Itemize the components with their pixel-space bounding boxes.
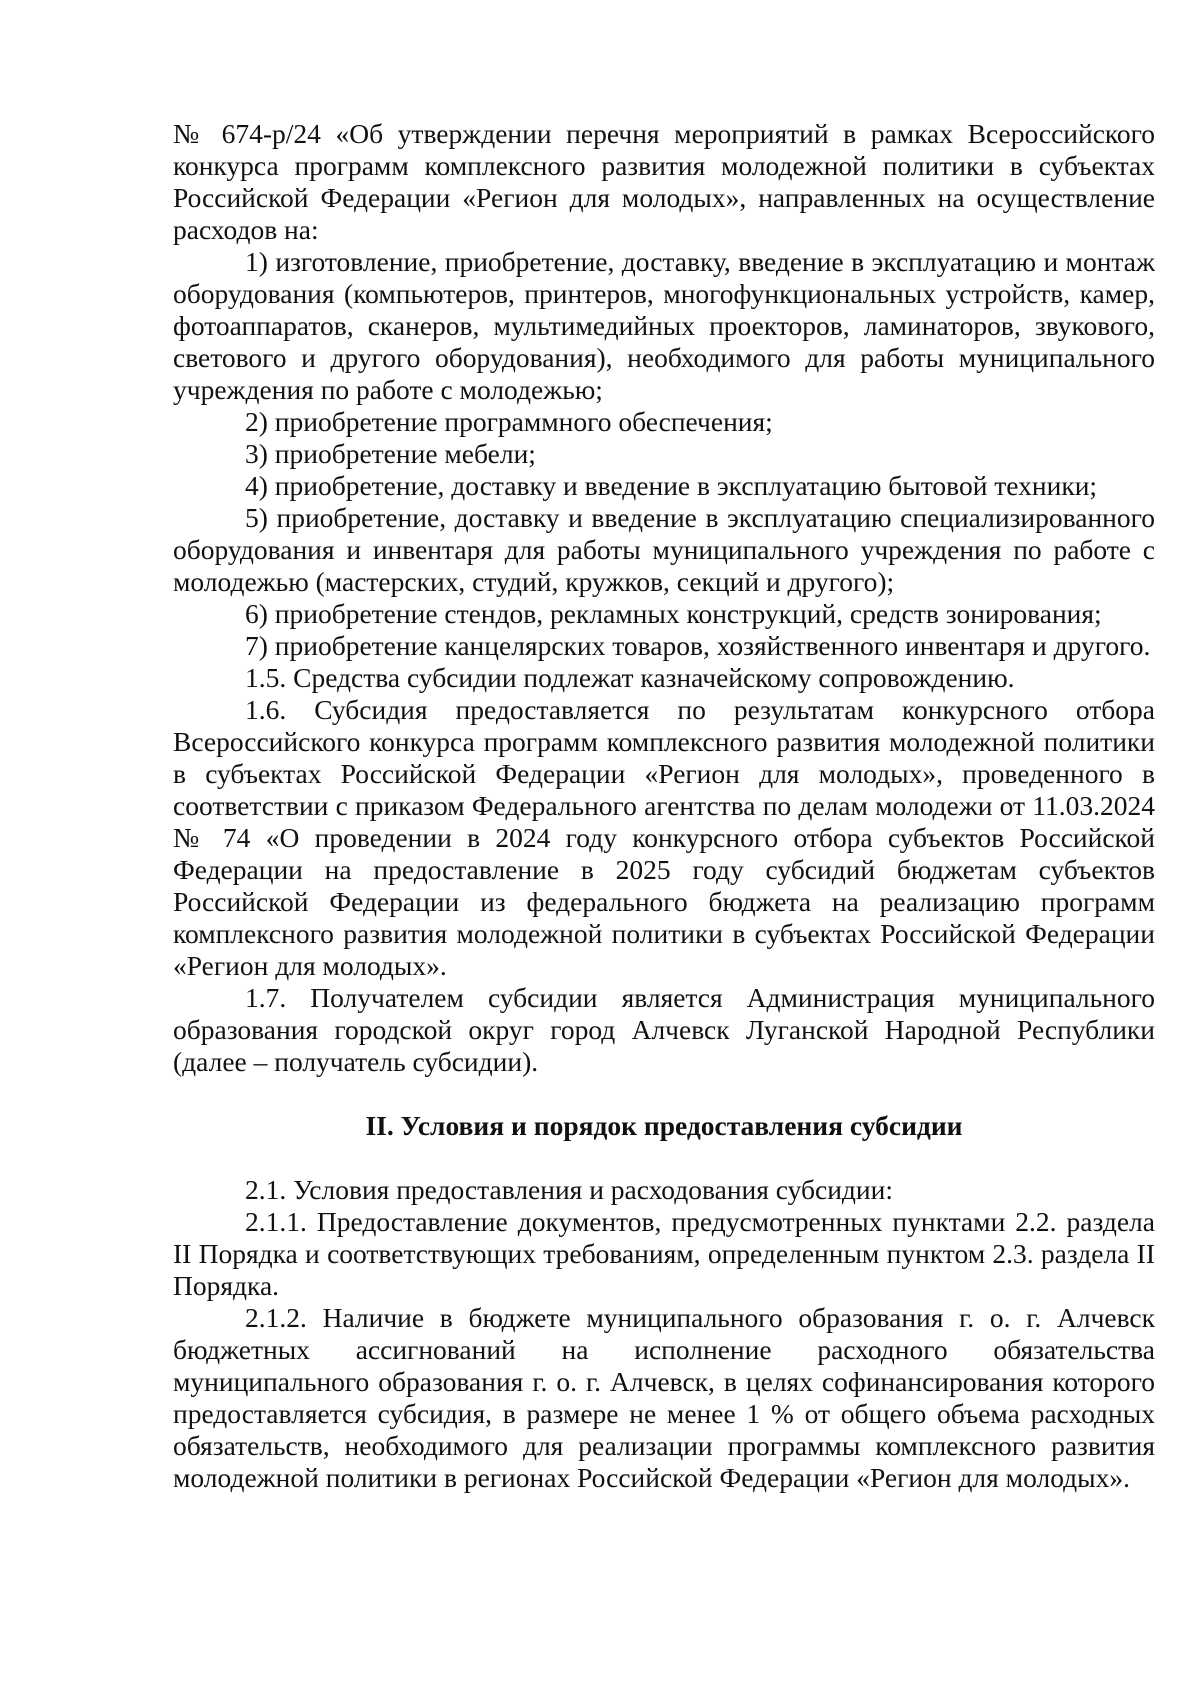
list-item-1: 1) изготовление, приобретение, доставку, введение в эксплуатацию и монтаж оборудования (компьютеров, принтеров, многофункциональных устройств, камер, фотоаппаратов, сканеров, мультимедийных проекторов, ламинаторов, звукового, светового и другого оборудования), необходимого для работы муниципального учреждения по работе с молодежью; — [173, 246, 1155, 405]
list-item-5: 5) приобретение, доставку и введение в эксплуатацию специализированного оборудования и инвентаря для работы муниципального учреждения по работе с молодежью (мастерских, студий, кружков, секций и другого); — [173, 502, 1155, 597]
list-item-6: 6) приобретение стендов, рекламных конструкций, средств зонирования; — [245, 598, 1102, 629]
clause-1-7: 1.7. Получателем субсидии является Администрация муниципального образования городской округ город Алчевск Луганской Народной Республики (далее – получатель субсидии). — [173, 982, 1155, 1077]
paragraph-intro: № 674-р/24 «Об утверждении перечня мероприятий в рамках Всероссийского конкурса программ комплексного развития молодежной политики в субъектах Российской Федерации «Регион для молодых», направленных на осуществление расходов на: — [173, 118, 1155, 245]
list-item-2: 2) приобретение программного обеспечения; — [245, 406, 773, 437]
clause-2-1-1: 2.1.1. Предоставление документов, предусмотренных пунктами 2.2. раздела II Порядка и соответствующих требованиям, определенным пунктом 2.3. раздела II Порядка. — [173, 1206, 1155, 1301]
document-page — [173, 118, 1155, 1494]
clause-2-1-2: 2.1.2. Наличие в бюджете муниципального образования г. о. г. Алчевск бюджетных ассигнований на исполнение расходного обязательства муниципального образования г. о. г. Алчевск, в целях софинансирования которого предоставляется субсидия, в размере не менее 1 % от общего объема расходных обязательств, необходимого для реализации программы комплексного развития молодежной политики в регионах Российской Федерации «Регион для молодых». — [173, 1302, 1155, 1493]
clause-1-6: 1.6. Субсидия предоставляется по результатам конкурсного отбора Всероссийского конкурса программ комплексного развития молодежной политики в субъектах Российской Федерации «Регион для молодых», проведенного в соответствии с приказом Федерального агентства по делам молодежи от 11.03.2024 № 74 «О проведении в 2024 году конкурсного отбора субъектов Российской Федерации на предоставление в 2025 году субсидий бюджетам субъектов Российской Федерации из федерального бюджета на реализацию программ комплексного развития молодежной политики в субъектах Российской Федерации «Регион для молодых». — [173, 694, 1155, 981]
clause-2-1: 2.1. Условия предоставления и расходования субсидии: — [245, 1174, 893, 1205]
list-item-3: 3) приобретение мебели; — [245, 438, 536, 469]
section-heading: II. Условия и порядок предоставления субсидии — [365, 1110, 963, 1141]
list-item-4: 4) приобретение, доставку и введение в эксплуатацию бытовой техники; — [245, 470, 1098, 501]
list-item-7: 7) приобретение канцелярских товаров, хозяйственного инвентаря и другого. — [245, 630, 1151, 661]
clause-1-5: 1.5. Средства субсидии подлежат казначейскому сопровождению. — [245, 662, 1015, 693]
